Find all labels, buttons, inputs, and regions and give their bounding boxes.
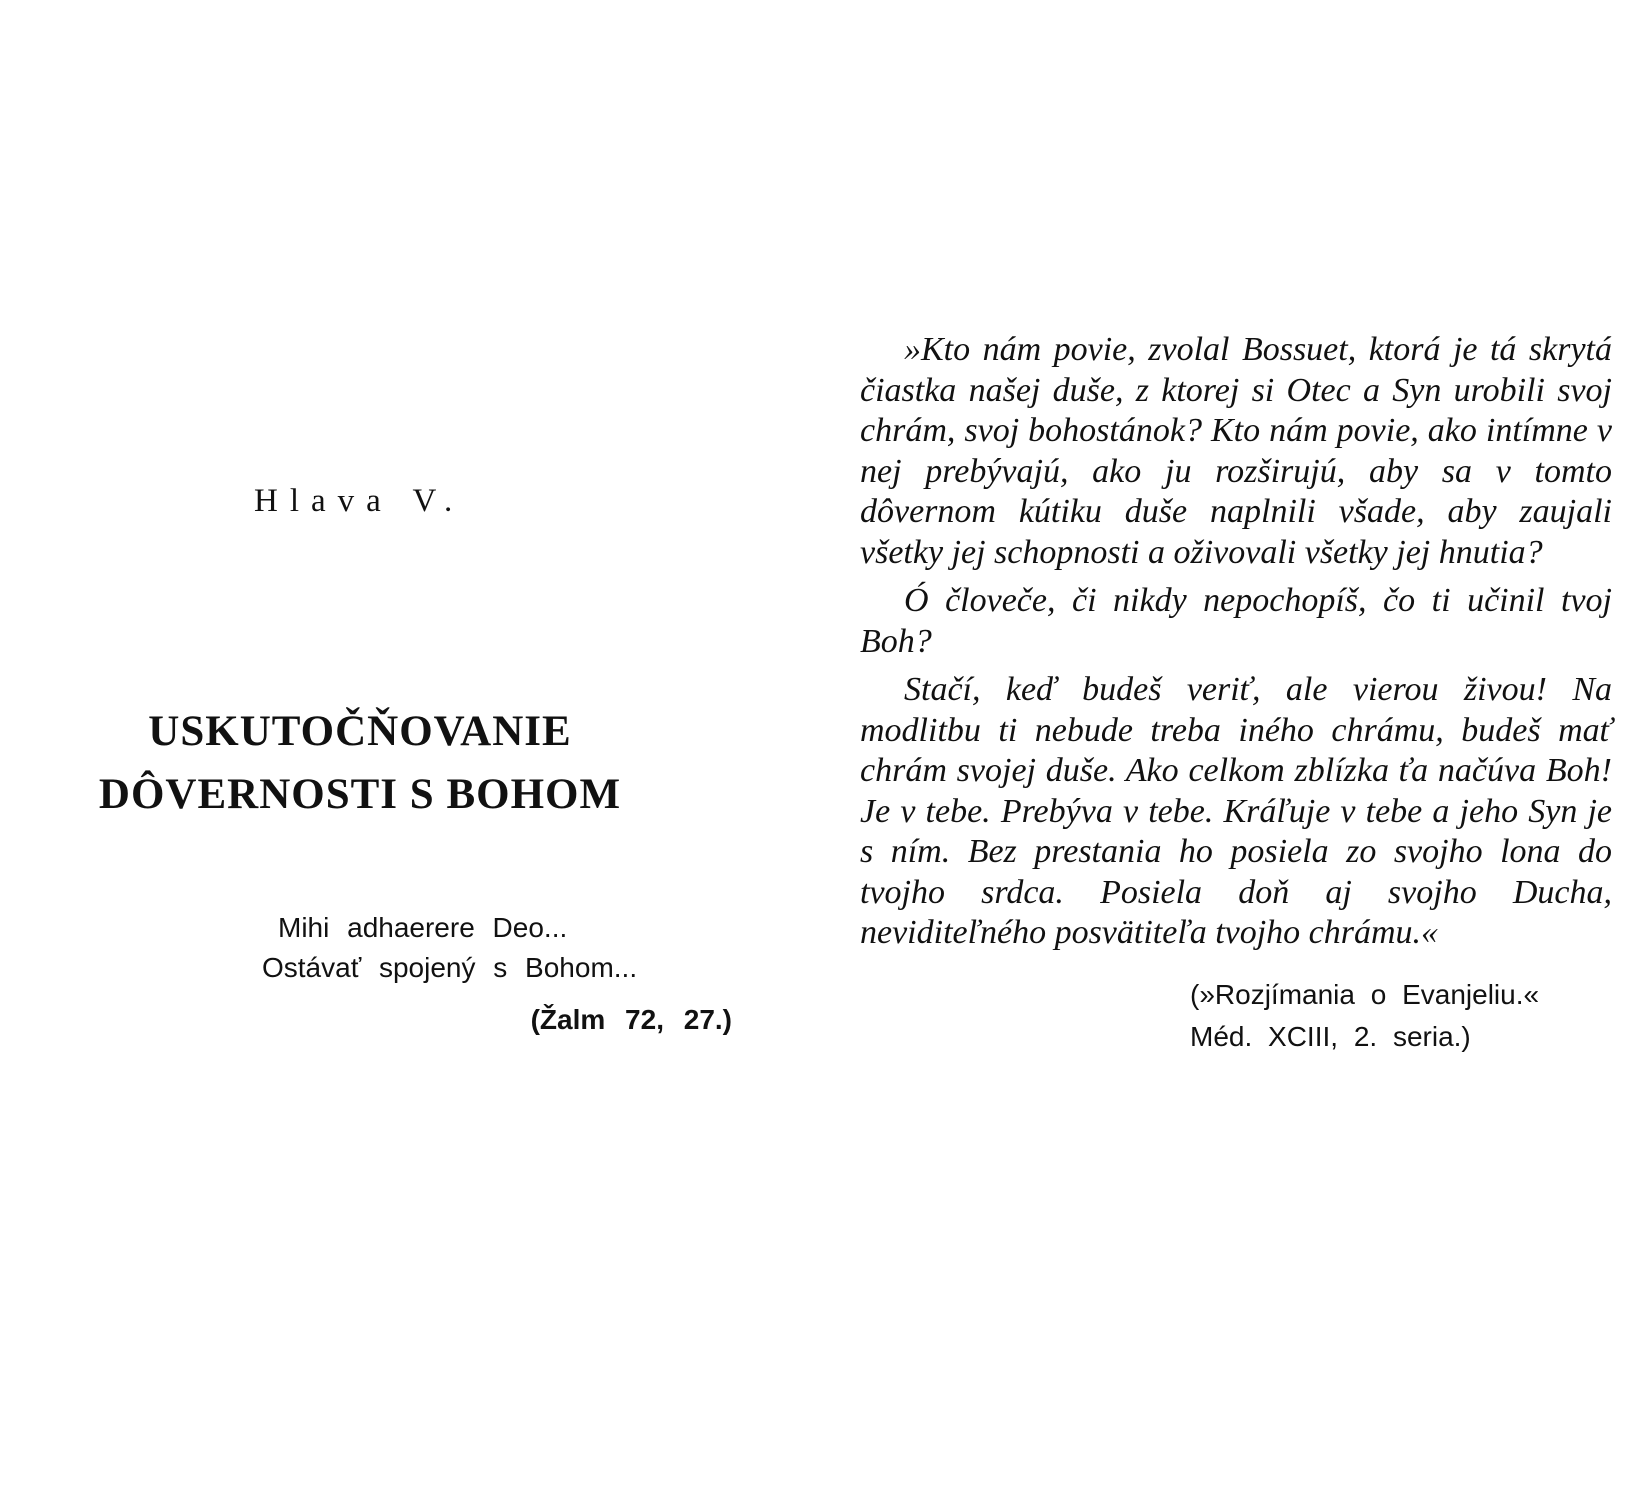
quote-source-line-2: Méd. XCIII, 2. seria.) — [1190, 1020, 1471, 1052]
epigraph-latin: Mihi adhaerere Deo... — [278, 912, 568, 943]
right-page — [860, 330, 1612, 1058]
quote-source-line-1: (»Rozjímania o Evanjeliu.« — [1190, 978, 1540, 1010]
chapter-title-line-1: USKUTOČŇOVANIE — [148, 708, 572, 755]
chapter-title-line-2: DÔVERNOSTI S BOHOM — [98, 771, 622, 818]
quote-paragraph-1: »Kto nám povie, zvolal Bossuet, ktorá je tá skrytá čiastka našej duše, z ktorej si Otec a Syn urobili svoj chrám, svoj bohostánok? Kto nám povie, ako intímne v nej prebývajú, ako ju rozširujú, aby sa v tomto dôvernom kútiku duše naplnili všade, aby zaujali všetky jej schopnosti a oživovali všetky jej hnutia? — [860, 331, 1612, 571]
chapter-label: Hlava V. — [254, 483, 465, 519]
quote-source — [1190, 974, 1612, 1058]
epigraph-reference: (Žalm 72, 27.) — [530, 1004, 732, 1035]
quote-paragraph-2: Ó človeče, či nikdy nepochopíš, čo ti učinil tvoj Boh? — [860, 582, 1612, 660]
quote-paragraph-3: Stačí, keď budeš veriť, ale vierou živou! Na modlitbu ti nebude treba iného chrámu, budeš mať chrám svojej duše. Ako celkom zblízka ťa načúva Boh! Je v tebe. Prebýva v tebe. Kráľuje v tebe a jeho Syn je s ním. Bez prestania ho posiela zo svojho lona do tvojho srdca. Posiela doň aj svojho Ducha, neviditeľného posvätiteľa tvojho chrámu.« — [860, 671, 1612, 951]
epigraph-translation: Ostávať spojený s Bohom... — [262, 952, 638, 983]
chapter-title — [80, 700, 640, 826]
epigraph — [240, 908, 740, 1040]
